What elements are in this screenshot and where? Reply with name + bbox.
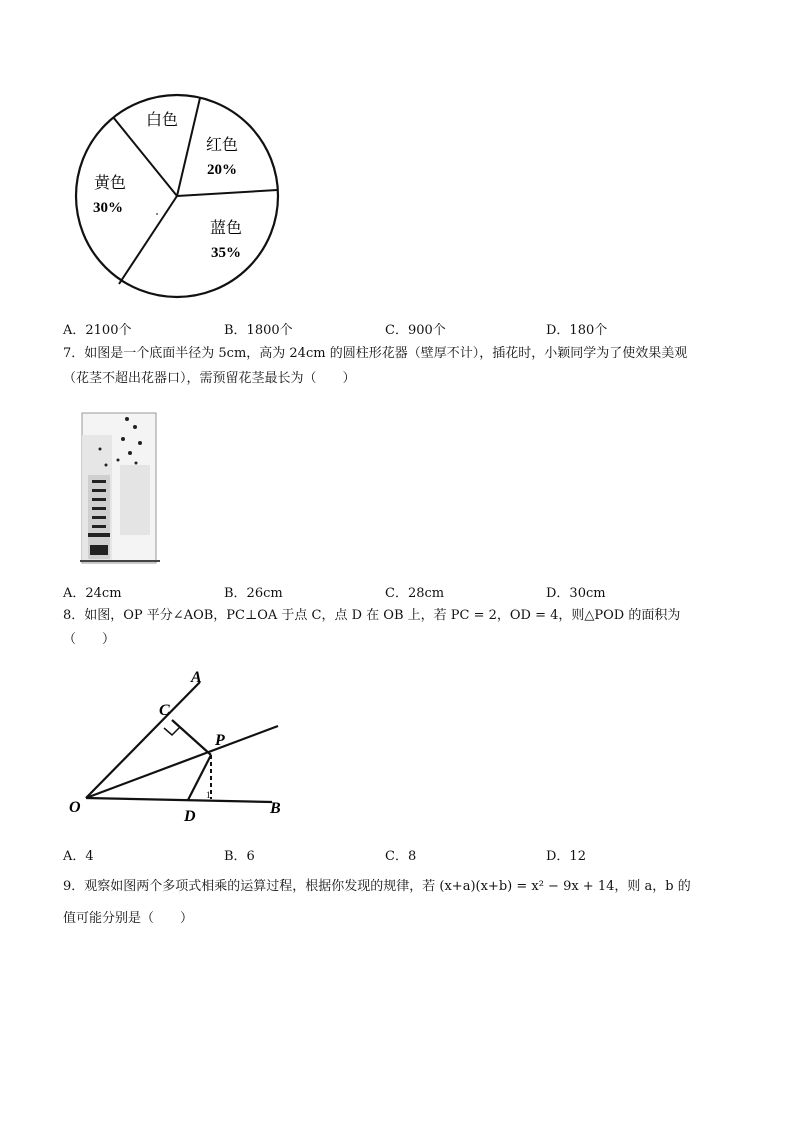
ray-oa (86, 682, 200, 798)
label-b: B (270, 800, 281, 817)
label-c: C (159, 702, 170, 719)
q7-option-c: C．28cm (385, 586, 445, 601)
label-d: D (184, 808, 196, 825)
q6-option-b: B．1800个 (224, 323, 293, 338)
q8-text-line2: （ ） (63, 632, 116, 647)
right-angle-mark (164, 727, 180, 735)
pie-label-blue: 蓝色 (210, 220, 243, 237)
pie-speck (156, 213, 158, 215)
q7-option-b: B．26cm (224, 586, 283, 601)
label-p: P (215, 732, 225, 749)
label-a: A (191, 669, 202, 686)
pie-divider-red-blue (177, 190, 277, 196)
pie-percent-red: 20% (207, 162, 237, 178)
q6-option-d: D．180个 (546, 323, 608, 338)
q7-option-d: D．30cm (546, 586, 606, 601)
pie-divider-blue-yellow (119, 196, 177, 284)
q8-option-a: A．4 (63, 849, 94, 864)
q8-option-d: D．12 (546, 849, 586, 864)
q9-text-line1: 9．观察如图两个多项式相乘的运算过程，根据你发现的规律，若 (x+a)(x+b) = x² − 9x + 14，则 a，b 的 (63, 879, 691, 894)
q8-option-b: B．6 (224, 849, 255, 864)
q8-option-c: C．8 (385, 849, 417, 864)
pie-chart-figure (60, 88, 290, 313)
q7-text-line2: （花茎不超出花器口），需预留花茎最长为（ ） (63, 371, 356, 386)
pie-divider-white-red (177, 98, 200, 196)
pie-percent-blue: 35% (211, 245, 241, 261)
geometry-figure (60, 665, 300, 830)
q9-text-line2: 值可能分别是（ ） (63, 911, 194, 926)
vase-photo (80, 405, 160, 565)
q8-text-line1: 8．如图，OP 平分∠AOB，PC⊥OA 于点 C，点 D 在 OB 上，若 PC = 2，OD = 4，则△POD 的面积为 (63, 608, 681, 623)
ray-ob (86, 798, 272, 802)
label-o: O (69, 799, 81, 816)
q6-option-c: C．900个 (385, 323, 446, 338)
label-angle-1: 1 (206, 790, 211, 800)
pie-percent-yellow: 30% (93, 200, 123, 216)
q7-option-a: A．24cm (63, 586, 122, 601)
segment-pc (172, 720, 211, 755)
q6-option-a: A．2100个 (63, 323, 132, 338)
q7-text-line1: 7．如图是一个底面半径为 5cm，高为 24cm 的圆柱形花器（壁厚不计），插花时，小颖同学为了使效果美观 (63, 346, 688, 361)
ray-op (86, 726, 278, 798)
pie-label-white: 白色 (146, 112, 179, 129)
pie-label-red: 红色 (206, 137, 239, 154)
pie-label-yellow: 黄色 (94, 175, 127, 192)
